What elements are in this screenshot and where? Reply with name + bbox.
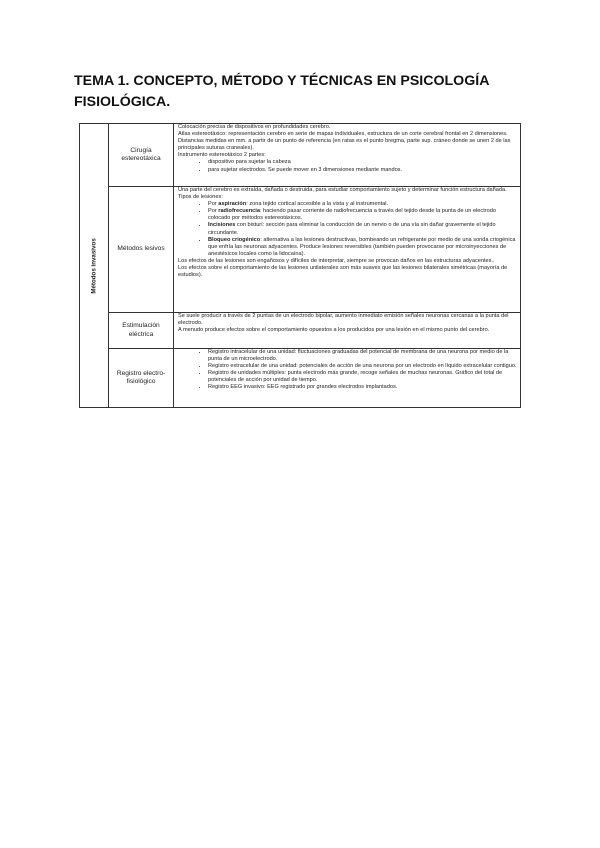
content-line: A menudo produce efectos sobre el comportamiento opuestos a los producidos por una lesión en el mismo punto del cerebro. — [178, 327, 490, 334]
table-row — [80, 187, 521, 313]
page-title: TEMA 1. CONCEPTO, MÉTODO Y TÉCNICAS EN PSICOLOGÍA FISIOLÓGICA. — [74, 73, 489, 110]
side-label: Métodos invasivos — [90, 237, 98, 294]
list-item: • para sujetar electrodos. Se puede mover en 3 dimensiones mediante mandos. — [208, 167, 518, 174]
category-cell: Estimulación eléctrica — [109, 313, 174, 349]
list-item: • Registro de unidades múltiples: punta electrodo más grande, recoge señales de muchas neuronas. Gráfico del total de potenciales de acción por unidad de tiempo. — [208, 370, 518, 384]
list-item: • Registro extracelular de una unidad: potenciales de acción de una neurona por un electrodo en líquido extracelular contiguo. — [208, 363, 518, 370]
table-row — [80, 313, 521, 349]
content-line: Los efectos de las lesiones son engañosos y difíciles de interpretar, siempre se provocan daños en las estructuras adyacentes.. — [178, 257, 495, 264]
list-item: • Por aspiración: zona tejido cortical accesible a la vista y al instrumental. — [208, 201, 518, 208]
bold-term: aspiración — [218, 201, 247, 208]
content-cell — [174, 349, 521, 408]
content-cell — [174, 124, 521, 187]
table-row — [80, 349, 521, 408]
side-header-cell — [80, 124, 109, 408]
list-item: • Por radiofrecuencia: haciendo pasar corriente de radiofrecuencia a través del tejido desde la punta de un electrodo colocado por métodos estereotáxicos. — [208, 208, 518, 222]
category-cell: Métodos lesivos — [109, 187, 174, 313]
list-item: • dispositivo para sujetar la cabeza — [208, 159, 518, 166]
content-line: Se suele producir a través de 2 puntas de un electrodo bipolar, aumento inmediato emisión señales neuronas cercanas a la punta del electrodo. — [178, 313, 509, 327]
category-cell: Registro electro-fisiológico — [109, 349, 174, 408]
content-line: Colocación precisa de dispositivos en profundidades cerebro. — [178, 124, 331, 130]
bullet-list — [178, 201, 518, 258]
content-line: Una parte del cerebro es extraída, dañada o destruida, para estudiar comportamiento sujeto y determinar función estructura dañada. Tipos de lesiones: — [178, 187, 507, 201]
table-row — [80, 124, 521, 187]
bullet-list — [178, 159, 518, 173]
bold-term: Bloqueo criogénico — [208, 236, 261, 243]
content-line: Instrumento estereotáxico 2 partes: — [178, 152, 266, 159]
content-line: Atlas estereotáxico: representación cerebro en serie de mapas individuales, estructura de un corte cerebral frontal en 2 dimensiones. Distancias medidas en mm. a partir de un punto de referencia (en ratas es el punto bregma, parte sup. cráneo donde se unen 2 de las principales suturas craneales). — [178, 131, 511, 152]
list-item: • Bloqueo criogénico: alternativa a las lesiones destructivas, bombeando un refrigerante por medio de una sonda criogénica que enfría las neuronas adyacentes. Produce lesiones reversibles (también pueden provocarse por microinyecciones de anestésicos locales como la lidocaína). — [208, 237, 518, 258]
bullet-list — [178, 349, 518, 392]
bold-term: radiofrecuencia — [218, 208, 260, 215]
content-cell — [174, 313, 521, 349]
list-item: • Registro intracelular de una unidad: fluctuaciones graduadas del potencial de membrana de una neurona por medio de la punta de un microelectrodo. — [208, 349, 518, 363]
list-item: • Registro EEG invasivo: EEG registrado por grandes electrodos implantados. — [208, 384, 518, 391]
list-item: • Incisiones con bisturí: sección para eliminar la conducción de un nervio o de una vía sin dañar gravemente el tejido circundante. — [208, 222, 518, 236]
bold-term: Incisiones — [208, 222, 236, 229]
content-line: Los efectos sobre el comportamiento de las lesiones unilaterales son más suaves que las lesiones bilaterales simétricas (mayoría de estudios). — [178, 265, 508, 279]
category-cell: Cirugía estereotáxica — [109, 124, 174, 187]
invasive-methods-table — [79, 123, 521, 408]
content-cell — [174, 187, 521, 313]
